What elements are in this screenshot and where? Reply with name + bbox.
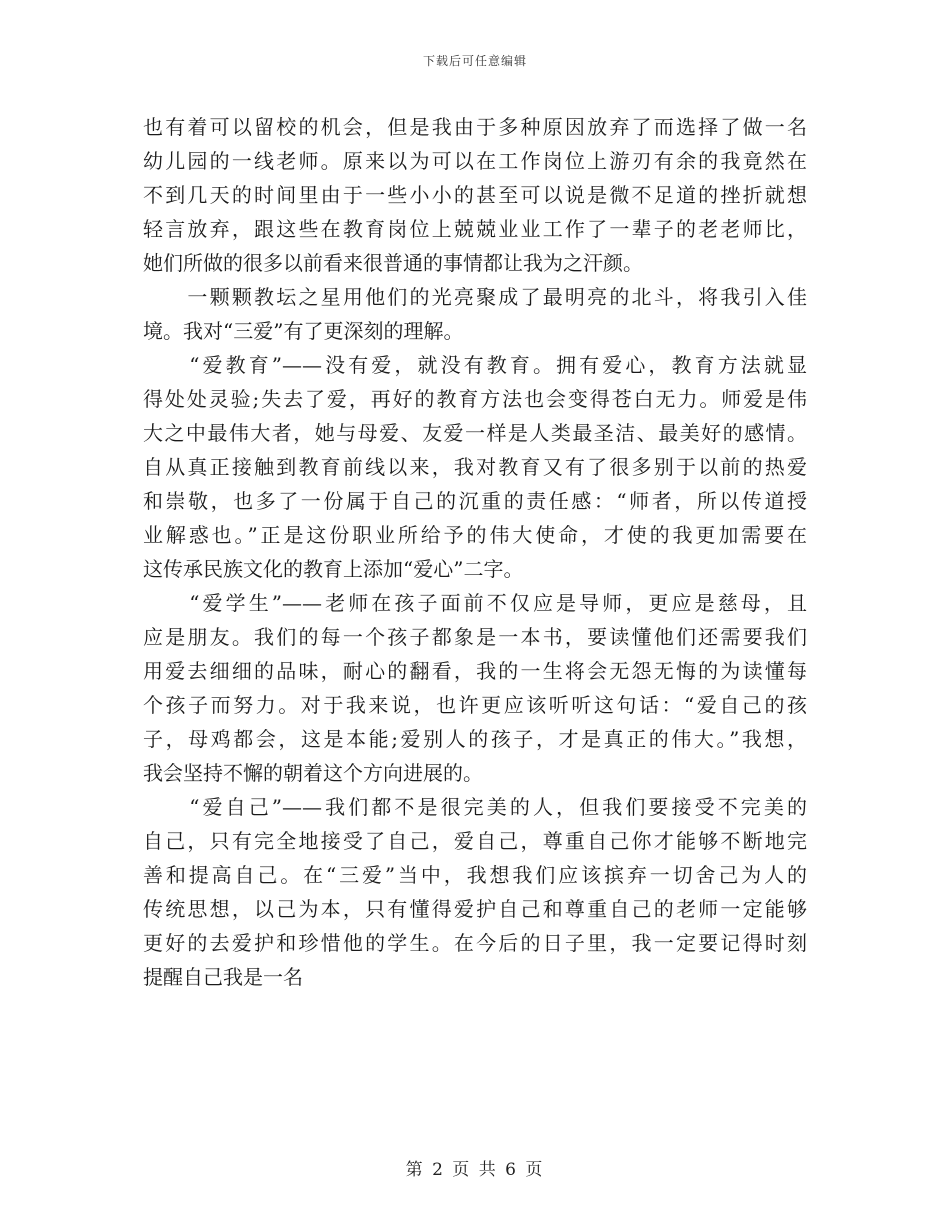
text-line: 用爱去细细的品味，耐心的翻看，我的一生将会无怨无悔的为读懂每 [143,659,807,683]
text-line: 也有着可以留校的机会，但是我由于多种原因放弃了而选择了做一名 [143,115,807,139]
text-line: 一颗颗教坛之星用他们的光亮聚成了最明亮的北斗，将我引入佳 [143,285,807,309]
text-line: 轻言放弃，跟这些在教育岗位上兢兢业业工作了一辈子的老老师比， [143,217,807,241]
text-line: 个孩子而努力。对于我来说，也许更应该听听这句话：“爱自己的孩 [143,693,807,717]
text-line: 业解惑也。”正是这份职业所给予的伟大使命，才使的我更加需要在 [143,523,807,547]
text-line: 善和提高自己。在“三爱”当中，我想我们应该摈弃一切舍己为人的 [143,863,807,887]
text-line: 大之中最伟大者，她与母爱、友爱一样是人类最圣洁、最美好的感情。 [143,421,807,445]
text-line: “爱教育”——没有爱，就没有教育。拥有爱心，教育方法就显 [143,353,807,377]
text-line: 境。我对“三爱”有了更深刻的理解。 [143,319,464,343]
text-line: 更好的去爱护和珍惜他的学生。在今后的日子里，我一定要记得时刻 [143,931,807,955]
page-footer: 第 2 页 共 6 页 [405,1160,545,1180]
text-line: 不到几天的时间里由于一些小小的甚至可以说是微不足道的挫折就想 [143,183,807,207]
text-line: 自己，只有完全地接受了自己，爱自己，尊重自己你才能够不断地完 [143,829,807,853]
text-line: 幼儿园的一线老师。原来以为可以在工作岗位上游刃有余的我竟然在 [143,149,807,173]
text-line: 我会坚持不懈的朝着这个方向进展的。 [143,761,483,785]
text-line: 这传承民族文化的教育上添加“爱心”二字。 [143,557,524,581]
text-line: 和崇敬，也多了一份属于自己的沉重的责任感：“师者，所以传道授 [143,489,807,513]
text-line: 得处处灵验;失去了爱，再好的教育方法也会变得苍白无力。师爱是伟 [143,387,807,411]
text-line: 自从真正接触到教育前线以来，我对教育又有了很多别于以前的热爱 [143,455,807,479]
text-line: 应是朋友。我们的每一个孩子都象是一本书，要读懂他们还需要我们 [143,625,807,649]
text-line: 子，母鸡都会，这是本能;爱别人的孩子，才是真正的伟大。”我想， [143,727,807,751]
text-line: 她们所做的很多以前看来很普通的事情都让我为之汗颜。 [143,251,643,275]
text-line: 传统思想，以己为本，只有懂得爱护自己和尊重自己的老师一定能够 [143,897,807,921]
document-body [143,110,807,994]
page-header: 下载后可任意编辑 [422,54,527,68]
text-line: “爱学生”——老师在孩子面前不仅应是导师，更应是慈母，且 [143,591,807,615]
text-line: “爱自己”——我们都不是很完美的人，但我们要接受不完美的 [143,795,807,819]
text-line: 提醒自己我是一名 [143,965,303,989]
